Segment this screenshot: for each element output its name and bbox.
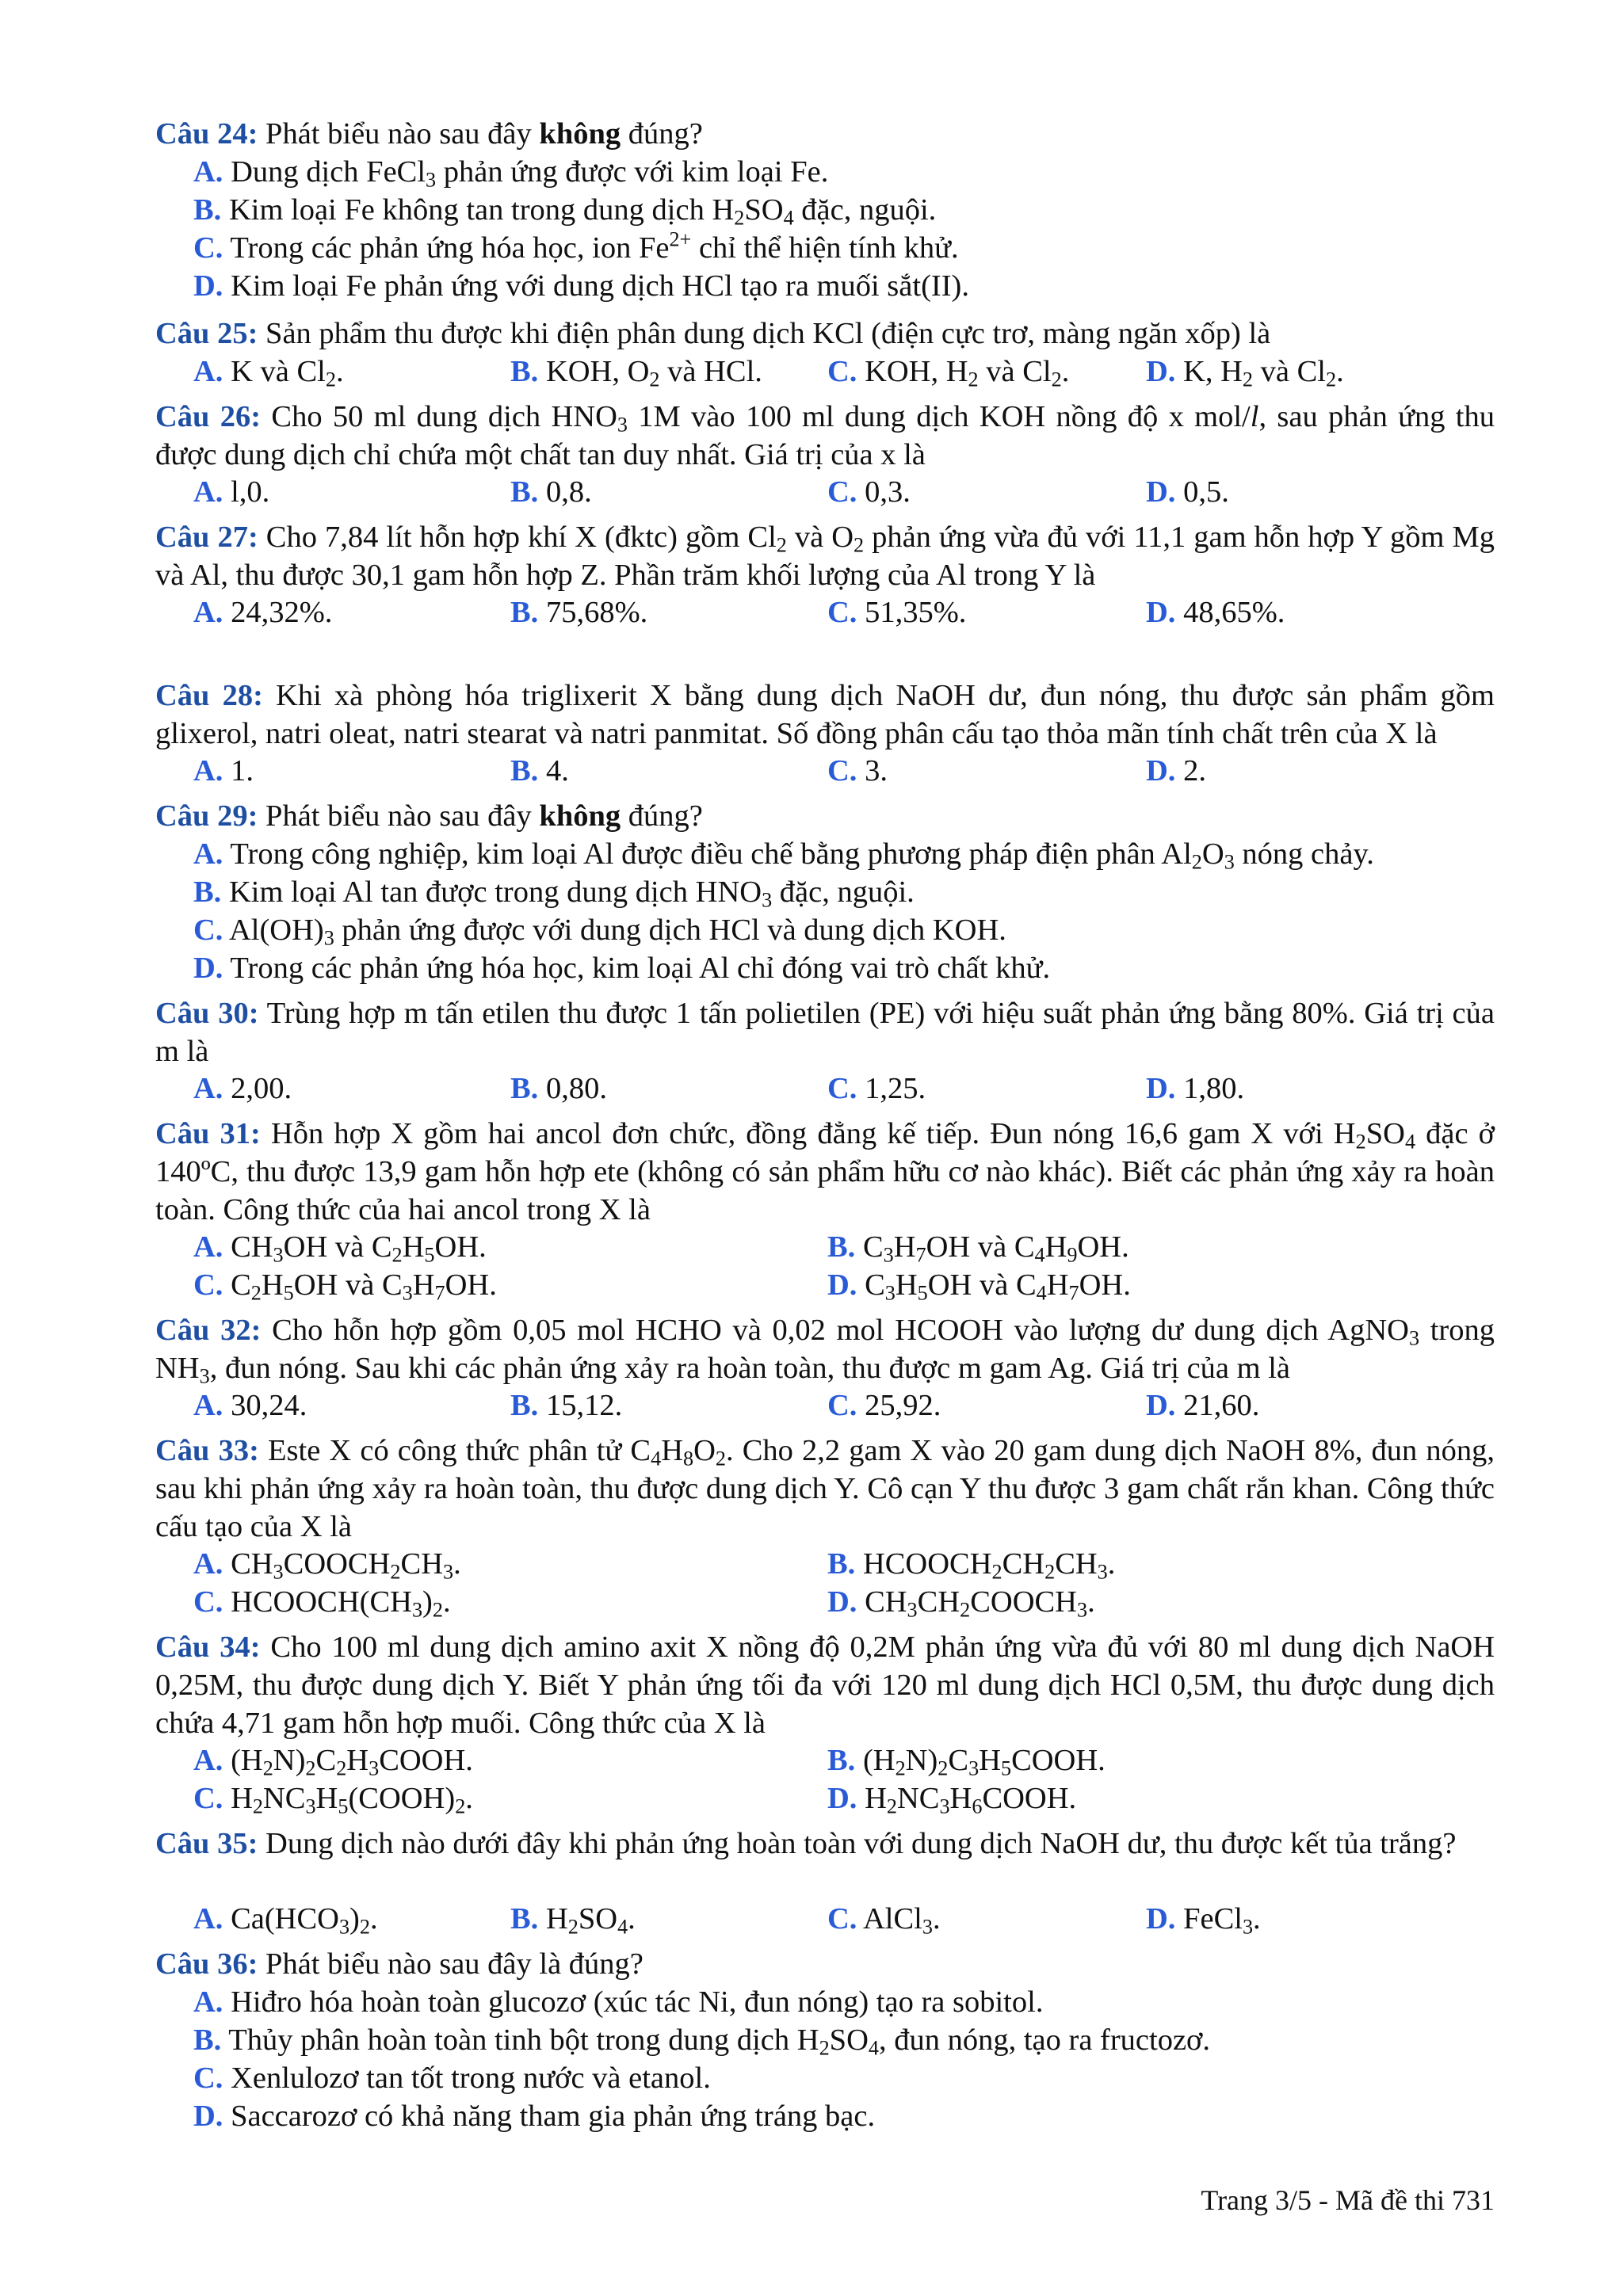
option-text: Xenlulozơ tan tốt trong nước và etanol. <box>231 2061 711 2095</box>
q32-option-a <box>193 1386 307 1425</box>
question-text: Phát biểu nào sau đây là đúng? <box>265 1947 643 1981</box>
option-label: C. <box>193 913 223 947</box>
option-label: A. <box>193 1230 223 1264</box>
option-text: Thủy phân hoàn toàn tinh bột trong dung dịch $H_2SO_4$, đun nóng, tạo ra fructozơ. <box>228 2023 1211 2060</box>
q27-option-c <box>827 593 966 631</box>
option-text: Dung dịch FeCl$_3$ phản ứng được với kim loại Fe. <box>231 155 829 192</box>
option-text: $Al(OH)_3$ phản ứng được với dung dịch HCl và dung dịch KOH. <box>228 913 1006 950</box>
option-label: C. <box>827 1902 857 1936</box>
option-label: B. <box>510 475 539 509</box>
q28-option-d <box>1146 752 1206 790</box>
option-label: B. <box>827 1230 856 1264</box>
option-text: $(H_2N)_2C_2H_3COOH$. <box>231 1744 473 1780</box>
option-label: B. <box>510 1902 539 1936</box>
option-label: B. <box>827 1547 856 1581</box>
q25-option-d <box>1146 353 1344 391</box>
question-text: Phát biểu nào sau đây không đúng? <box>265 799 703 833</box>
option-text: 51,35%. <box>865 596 967 629</box>
option-text: 48,65%. <box>1183 596 1285 629</box>
question-31-stem <box>155 1115 1495 1229</box>
question-label: Câu 35: <box>155 1827 258 1860</box>
option-label: D. <box>1146 596 1176 629</box>
question-34-stem <box>155 1628 1495 1742</box>
option-label: B. <box>193 193 222 227</box>
option-text: Kim loại Fe không tan trong dung dịch $H_2SO_4$ đặc, nguội. <box>228 193 937 230</box>
option-label: C. <box>193 231 223 265</box>
option-label: A. <box>193 1389 223 1422</box>
option-label: C. <box>193 2061 223 2095</box>
question-text: Dung dịch nào dưới đây khi phản ứng hoàn toàn với dung dịch NaOH dư, thu được kết tủa trắng? <box>265 1827 1457 1860</box>
question-35-stem <box>155 1825 1495 1863</box>
q25-option-c <box>827 353 1069 391</box>
q35-option-d <box>1146 1900 1261 1938</box>
option-text: $H_2NC_3H_5(COOH)_2$. <box>231 1782 473 1818</box>
q35-option-c <box>827 1900 941 1938</box>
question-label: Câu 30: <box>155 997 259 1030</box>
option-label: D. <box>193 269 223 303</box>
option-label: A. <box>193 754 223 788</box>
option-text: $(H_2N)_2C_3H_5COOH$. <box>862 1744 1106 1780</box>
option-text: 2,00. <box>231 1072 292 1105</box>
option-label: C. <box>827 1389 857 1422</box>
option-label: D. <box>1146 1902 1176 1936</box>
q30-option-a <box>193 1070 292 1108</box>
q34-option-c <box>193 1779 473 1817</box>
option-text: $C_3H_5OH$ và $C_4H_7OH$. <box>865 1268 1131 1305</box>
option-text: KOH, $O_2$ và HCl. <box>545 355 762 391</box>
option-label: A. <box>193 837 223 871</box>
option-text: Kim loại Fe phản ứng với dung dịch HCl tạo ra muối sắt(II). <box>231 269 969 303</box>
question-text: Khi xà phòng hóa triglixerit X bằng dung dịch NaOH dư, đun nóng, thu được sản phẩm gồm glixerol, natri oleat, natri stearat và natri panmitat. Số đồng phân cấu tạo thỏa mãn tính chất trên của X là <box>155 679 1495 750</box>
option-label: D. <box>827 1782 857 1815</box>
option-label: C. <box>193 1782 223 1815</box>
option-label: A. <box>193 1547 223 1581</box>
option-label: B. <box>510 596 539 629</box>
q36-option-b <box>193 2021 1210 2059</box>
option-text: 75,68%. <box>545 596 648 629</box>
option-label: B. <box>510 355 539 388</box>
question-label: Câu 27: <box>155 521 258 554</box>
q36-option-c <box>193 2059 711 2097</box>
option-text: $HCOOCH(CH_3)_2$. <box>231 1585 451 1622</box>
option-label: C. <box>827 596 857 629</box>
q34-option-d <box>827 1779 1076 1817</box>
option-text: KOH, $H_2$ và $Cl_2$. <box>865 355 1070 391</box>
question-text: Hỗn hợp X gồm hai ancol đơn chức, đồng đẳng kế tiếp. Đun nóng 16,6 gam X với $H_2SO_4$ đặc ở 140ºC, thu được 13,9 gam hỗn hợp ete (không có sản phẩm hữu cơ nào khác). Biết các phản ứng xảy ra hoàn toàn. Công thức của hai ancol trong X là <box>155 1117 1495 1226</box>
q30-option-d <box>1146 1070 1244 1108</box>
option-label: C. <box>827 355 857 388</box>
option-label: A. <box>193 1744 223 1777</box>
q27-option-d <box>1146 593 1285 631</box>
question-30-stem <box>155 994 1495 1070</box>
option-text: $C_3H_7OH$ và $C_4H_9OH$. <box>862 1230 1129 1267</box>
question-label: Câu 36: <box>155 1947 258 1981</box>
q26-option-a <box>193 473 269 511</box>
option-text: FeCl$_3$. <box>1183 1902 1261 1939</box>
option-label: D. <box>1146 1389 1176 1422</box>
q27-option-a <box>193 593 332 631</box>
option-label: B. <box>510 1389 539 1422</box>
q33-option-d <box>827 1583 1095 1621</box>
option-label: D. <box>1146 355 1176 388</box>
q26-option-d <box>1146 473 1229 511</box>
option-text: Trong công nghiệp, kim loại Al được điều chế bằng phương pháp điện phân $Al_2O_3$ nóng chảy. <box>230 837 1374 874</box>
option-text: 0,8. <box>545 475 592 509</box>
q27-option-b <box>510 593 647 631</box>
question-29-stem <box>155 797 1495 835</box>
option-text: 21,60. <box>1183 1389 1260 1422</box>
page-footer: Trang 3/5 - Mã đề thi 731 <box>1201 2184 1495 2216</box>
question-label: Câu 25: <box>155 317 258 350</box>
q24-option-a <box>193 153 828 191</box>
question-label: Câu 24: <box>155 117 258 151</box>
option-text: Saccarozơ có khả năng tham gia phản ứng tráng bạc. <box>231 2100 876 2133</box>
option-text: Trong các phản ứng hóa học, kim loại Al chỉ đóng vai trò chất khử. <box>230 952 1051 985</box>
question-text: Trùng hợp m tấn etilen thu được 1 tấn polietilen (PE) với hiệu suất phản ứng bằng 80%. Giá trị của m là <box>155 997 1495 1068</box>
option-text: $CH_3COOCH_2CH_3$. <box>231 1547 461 1584</box>
option-label: B. <box>510 1072 539 1105</box>
q26-option-c <box>827 473 911 511</box>
q31-option-a <box>193 1228 487 1266</box>
q30-option-c <box>827 1070 926 1108</box>
option-label: D. <box>1146 754 1176 788</box>
option-text: K và $Cl_2$. <box>231 355 344 391</box>
q33-option-c <box>193 1583 451 1621</box>
option-label: B. <box>193 2023 222 2057</box>
option-label: B. <box>510 754 539 788</box>
question-32-stem <box>155 1311 1495 1387</box>
question-text: Phát biểu nào sau đây không đúng? <box>265 117 703 151</box>
question-27-stem <box>155 518 1495 594</box>
q29-option-b <box>193 873 915 911</box>
option-text: K, $H_2$ và $Cl_2$. <box>1183 355 1344 391</box>
option-text: $Ca(HCO_3)_2$. <box>231 1902 378 1939</box>
option-label: B. <box>827 1744 856 1777</box>
option-text: $CH_3CH_2COOCH_3$. <box>865 1585 1095 1622</box>
q30-option-b <box>510 1070 607 1108</box>
option-text: 24,32%. <box>231 596 333 629</box>
q29-option-d <box>193 949 1050 987</box>
option-label: A. <box>193 155 223 189</box>
option-label: C. <box>827 754 857 788</box>
q31-option-d <box>827 1266 1131 1304</box>
option-label: A. <box>193 1902 223 1936</box>
option-text: 1. <box>231 754 254 788</box>
q33-option-b <box>827 1545 1115 1583</box>
option-text: 1,25. <box>865 1072 926 1105</box>
question-24-stem <box>155 115 1495 153</box>
option-text: Kim loại Al tan được trong dung dịch $HNO_3$ đặc, nguội. <box>228 875 915 912</box>
option-text: Hiđro hóa hoàn toàn glucozơ (xúc tác Ni, đun nóng) tạo ra sobitol. <box>231 1985 1044 2019</box>
q32-option-c <box>827 1386 941 1425</box>
question-text: Sản phẩm thu được khi điện phân dung dịch KCl (điện cực trơ, màng ngăn xốp) là <box>265 317 1271 350</box>
option-label: C. <box>193 1268 223 1302</box>
q32-option-b <box>510 1386 622 1425</box>
q24-option-d <box>193 267 969 305</box>
q25-option-a <box>193 353 344 391</box>
q29-option-a <box>193 835 1374 873</box>
q28-option-c <box>827 752 888 790</box>
question-text: Cho 100 ml dung dịch amino axit X nồng độ 0,2M phản ứng vừa đủ với 80 ml dung dịch NaOH 0,25M, thu được dung dịch Y. Biết Y phản ứng tối đa với 120 ml dung dịch HCl 0,5M, thu được dung dịch chứa 4,71 gam hỗn hợp muối. Công thức của X là <box>155 1630 1495 1740</box>
question-text: Cho hỗn hợp gồm 0,05 mol HCHO và 0,02 mol HCOOH vào lượng dư dung dịch AgNO$_3$ trong $NH_3$, đun nóng. Sau khi các phản ứng xảy ra hoàn toàn, thu được m gam Ag. Giá trị của m là <box>155 1314 1495 1388</box>
option-label: A. <box>193 1985 223 2019</box>
q35-option-b <box>510 1900 636 1938</box>
q28-option-b <box>510 752 569 790</box>
option-label: D. <box>827 1268 857 1302</box>
question-36-stem <box>155 1945 1495 1983</box>
q25-option-b <box>510 353 762 391</box>
option-text: $H_2NC_3H_6COOH$. <box>865 1782 1077 1818</box>
question-28-stem <box>155 677 1495 753</box>
option-label: D. <box>827 1585 857 1619</box>
option-text: $C_2H_5OH$ và $C_3H_7OH$. <box>231 1268 497 1305</box>
q36-option-d <box>193 2097 875 2135</box>
option-label: C. <box>827 1072 857 1105</box>
option-label: C. <box>827 475 857 509</box>
q32-option-d <box>1146 1386 1259 1425</box>
option-text: 0,5. <box>1183 475 1229 509</box>
question-33-stem <box>155 1432 1495 1546</box>
option-text: $H_2SO_4$. <box>545 1902 636 1939</box>
question-label: Câu 32: <box>155 1314 262 1347</box>
question-label: Câu 29: <box>155 799 258 833</box>
option-text: $HCOOCH_2CH_2CH_3$. <box>862 1547 1116 1584</box>
option-label: A. <box>193 475 223 509</box>
option-text: 25,92. <box>865 1389 941 1422</box>
option-label: D. <box>193 2100 223 2133</box>
option-text: 2. <box>1183 754 1206 788</box>
q24-option-c <box>193 229 959 267</box>
option-text: $CH_3OH$ và $C_2H_5OH$. <box>231 1230 487 1267</box>
option-text: 0,80. <box>545 1072 607 1105</box>
q36-option-a <box>193 1983 1043 2021</box>
option-label: D. <box>1146 475 1176 509</box>
question-text: Cho 50 ml dung dịch $HNO_3$ 1M vào 100 ml dung dịch KOH nồng độ x mol/l, sau phản ứng thu được dung dịch chỉ chứa một chất tan duy nhất. Giá trị của x là <box>155 400 1495 471</box>
question-label: Câu 26: <box>155 400 262 433</box>
option-text: l,0. <box>231 475 270 509</box>
option-label: C. <box>193 1585 223 1619</box>
option-label: A. <box>193 355 223 388</box>
question-26-stem <box>155 398 1495 474</box>
question-label: Câu 33: <box>155 1434 259 1467</box>
option-text: Trong các phản ứng hóa học, ion $Fe^{2+}$ chỉ thể hiện tính khử. <box>230 227 959 265</box>
option-label: A. <box>193 596 223 629</box>
question-25-stem <box>155 315 1495 353</box>
question-text: Este X có công thức phân tử $C_4H_8O_2$. Cho 2,2 gam X vào 20 gam dung dịch NaOH 8%, đun nóng, sau khi phản ứng xảy ra hoàn toàn, thu được dung dịch Y. Cô cạn Y thu được 3 gam chất rắn khan. Công thức cấu tạo của X là <box>155 1434 1495 1543</box>
question-label: Câu 28: <box>155 679 263 712</box>
option-text: 3. <box>865 754 888 788</box>
question-label: Câu 34: <box>155 1630 261 1664</box>
q24-option-b <box>193 191 936 229</box>
q31-option-b <box>827 1228 1129 1266</box>
q35-option-a <box>193 1900 378 1938</box>
option-text: 1,80. <box>1183 1072 1245 1105</box>
option-text: 15,12. <box>545 1389 623 1422</box>
option-label: B. <box>193 875 222 909</box>
option-label: A. <box>193 1072 223 1105</box>
option-text: 30,24. <box>231 1389 307 1422</box>
q34-option-b <box>827 1741 1106 1779</box>
q31-option-c <box>193 1266 497 1304</box>
q26-option-b <box>510 473 592 511</box>
option-label: D. <box>1146 1072 1176 1105</box>
question-text: Cho 7,84 lít hỗn hợp khí X (đktc) gồm $Cl_2$ và $O_2$ phản ứng vừa đủ với 11,1 gam hỗn hợp Y gồm Mg và Al, thu được 30,1 gam hỗn hợp Z. Phần trăm khối lượng của Al trong Y là <box>155 521 1495 592</box>
option-label: D. <box>193 952 223 985</box>
q33-option-a <box>193 1545 461 1583</box>
question-label: Câu 31: <box>155 1117 261 1150</box>
q29-option-c <box>193 911 1006 949</box>
option-text: AlCl$_3$. <box>862 1902 941 1939</box>
q28-option-a <box>193 752 254 790</box>
option-text: 0,3. <box>865 475 911 509</box>
q34-option-a <box>193 1741 473 1779</box>
option-text: 4. <box>545 754 569 788</box>
